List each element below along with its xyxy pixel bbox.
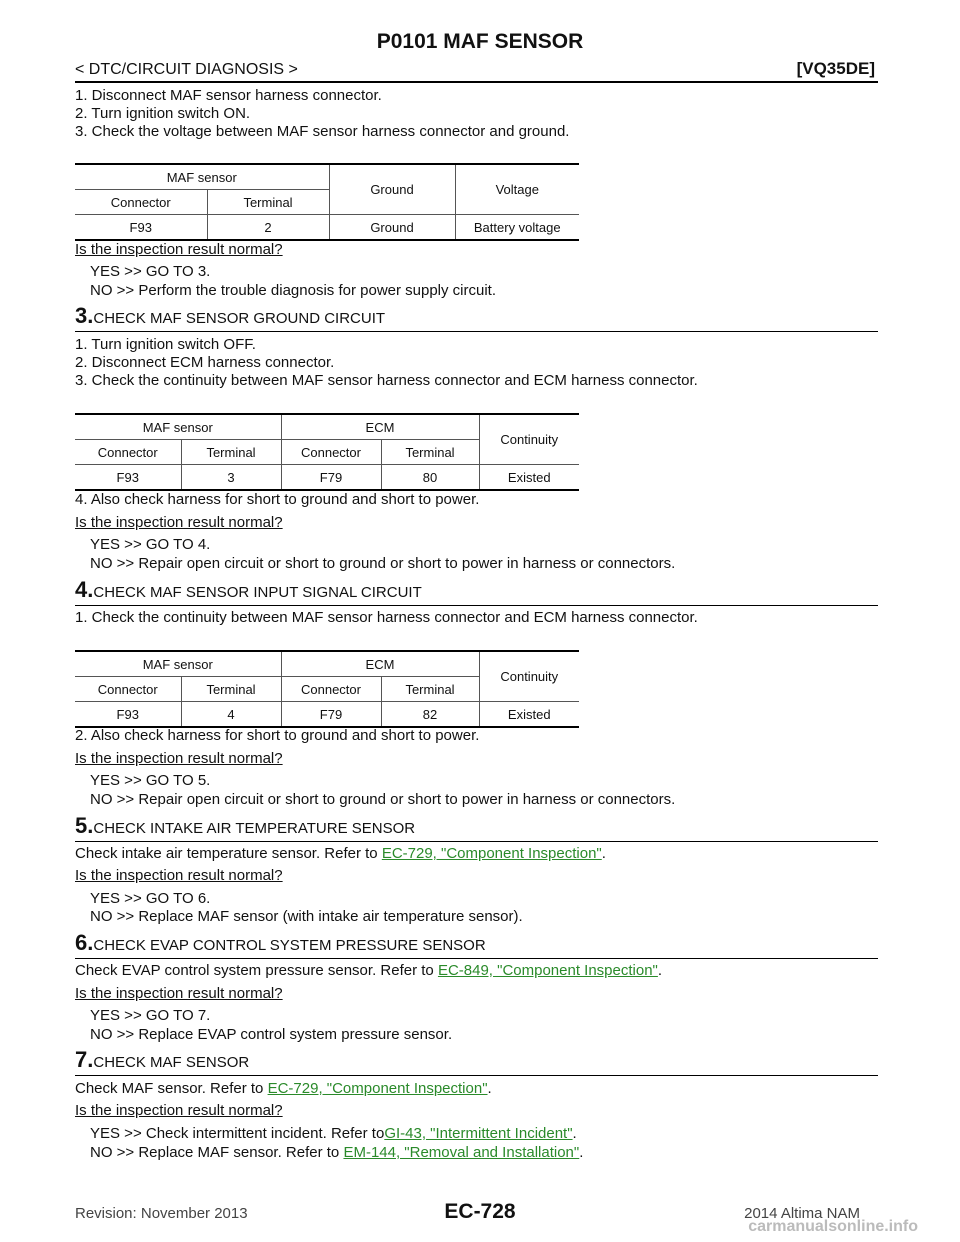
table-header: MAF sensor <box>75 414 281 440</box>
inspection-question: Is the inspection result normal? <box>75 985 283 1002</box>
table-header: Connector <box>75 440 181 465</box>
table-header: MAF sensor <box>75 164 329 190</box>
table-cell: Ground <box>329 215 455 241</box>
model-code: [VQ35DE] <box>796 59 875 78</box>
table-cell: Battery voltage <box>455 215 579 241</box>
step-heading <box>75 1047 878 1076</box>
inspection-question: Is the inspection result normal? <box>75 1102 283 1119</box>
step-text: 4. Also check harness for short to ground and short to power. <box>75 491 480 508</box>
step-title: CHECK INTAKE AIR TEMPERATURE SENSOR <box>93 820 416 837</box>
step-text: 3. Check the continuity between MAF sensor harness connector and ECM harness connector. <box>75 372 698 389</box>
table-header: Terminal <box>181 440 281 465</box>
step-text: 2. Also check harness for short to ground and short to power. <box>75 727 480 744</box>
table-cell: Existed <box>479 465 579 491</box>
table-cell: 3 <box>181 465 281 491</box>
answer-suffix: . <box>572 1125 577 1142</box>
continuity-table <box>75 413 579 491</box>
table-header: Connector <box>75 190 207 215</box>
inspection-question: Is the inspection result normal? <box>75 867 283 884</box>
reference-text <box>75 845 606 862</box>
revision-date: Revision: November 2013 <box>75 1205 248 1222</box>
table-header: Terminal <box>207 190 329 215</box>
step-title: CHECK MAF SENSOR <box>93 1054 250 1071</box>
reference-prefix: Check MAF sensor. Refer to <box>75 1080 268 1097</box>
yes-answer: YES >> GO TO 5. <box>90 772 211 789</box>
reference-link[interactable]: EC-849, "Component Inspection" <box>437 962 658 979</box>
table-header: Connector <box>75 677 181 702</box>
table-header: ECM <box>281 414 479 440</box>
header-divider <box>75 81 878 83</box>
step-text: 1. Disconnect MAF sensor harness connector. <box>75 87 382 104</box>
no-answer: NO >> Perform the trouble diagnosis for power supply circuit. <box>90 282 497 299</box>
table-cell: F93 <box>75 465 181 491</box>
step-title: CHECK MAF SENSOR INPUT SIGNAL CIRCUIT <box>93 584 422 601</box>
step-text: 2. Turn ignition switch ON. <box>75 105 251 122</box>
step-text: 2. Disconnect ECM harness connector. <box>75 354 335 371</box>
yes-answer: YES >> GO TO 3. <box>90 263 211 280</box>
answer-suffix: . <box>579 1144 584 1161</box>
table-header: ECM <box>281 651 479 677</box>
continuity-table <box>75 650 579 728</box>
table-header: Voltage <box>455 164 579 215</box>
yes-answer <box>90 1125 577 1142</box>
reference-link[interactable]: EC-729, "Component Inspection" <box>267 1080 488 1097</box>
table-cell: 80 <box>381 465 479 491</box>
reference-suffix: . <box>487 1080 492 1097</box>
yes-answer: YES >> GO TO 6. <box>90 890 211 907</box>
inspection-question: Is the inspection result normal? <box>75 514 283 531</box>
reference-suffix: . <box>657 962 663 979</box>
step-text: 1. Turn ignition switch OFF. <box>75 336 256 353</box>
page-title: P0101 MAF SENSOR <box>376 30 584 53</box>
table-header: Connector <box>281 440 381 465</box>
yes-answer: YES >> GO TO 4. <box>90 536 211 553</box>
page-number: EC-728 <box>444 1200 516 1223</box>
watermark: carmanualsonline.info <box>748 1218 918 1235</box>
no-answer: NO >> Repair open circuit or short to ground or short to power in harness or connectors. <box>90 791 676 808</box>
table-header: Terminal <box>381 677 479 702</box>
table-cell: 82 <box>381 702 479 728</box>
step-heading <box>75 303 878 332</box>
step-number: 7. <box>75 1047 94 1072</box>
reference-prefix: Check intake air temperature sensor. Refer to <box>75 845 382 862</box>
table-cell: F93 <box>75 215 207 241</box>
answer-text: NO >> Replace MAF sensor. Refer to <box>90 1144 344 1161</box>
step-heading <box>75 577 878 606</box>
table-cell: F79 <box>281 465 381 491</box>
reference-suffix: . <box>601 845 606 862</box>
step-heading <box>75 813 878 842</box>
reference-link[interactable]: EM-144, "Removal and Installation" <box>343 1144 580 1161</box>
answer-text: YES >> Check intermittent incident. Refer to <box>90 1125 385 1142</box>
step-title: CHECK EVAP CONTROL SYSTEM PRESSURE SENSOR <box>93 937 486 954</box>
no-answer <box>90 1144 583 1161</box>
reference-link[interactable]: EC-729, "Component Inspection" <box>381 845 602 862</box>
step-number: 4. <box>75 577 94 602</box>
inspection-question: Is the inspection result normal? <box>75 750 283 767</box>
reference-link[interactable]: GI-43, "Intermittent Incident" <box>384 1125 573 1142</box>
table-cell: F79 <box>281 702 381 728</box>
vehicle-model: 2014 Altima NAM <box>744 1205 860 1222</box>
table-cell: F93 <box>75 702 181 728</box>
table-header: Terminal <box>381 440 479 465</box>
voltage-table <box>75 163 579 241</box>
inspection-question: Is the inspection result normal? <box>75 241 283 258</box>
table-header: Connector <box>281 677 381 702</box>
no-answer: NO >> Replace EVAP control system pressure sensor. <box>90 1026 453 1043</box>
reference-text <box>75 962 662 979</box>
table-header: Ground <box>329 164 455 215</box>
no-answer: NO >> Repair open circuit or short to ground or short to power in harness or connectors. <box>90 555 676 572</box>
table-cell: Existed <box>479 702 579 728</box>
step-number: 3. <box>75 303 94 328</box>
yes-answer: YES >> GO TO 7. <box>90 1007 211 1024</box>
table-cell: 4 <box>181 702 281 728</box>
no-answer: NO >> Replace MAF sensor (with intake air temperature sensor). <box>90 908 523 925</box>
breadcrumb: < DTC/CIRCUIT DIAGNOSIS > <box>75 61 298 78</box>
step-text: 1. Check the continuity between MAF sensor harness connector and ECM harness connector. <box>75 609 698 626</box>
step-number: 6. <box>75 930 94 955</box>
table-header: Continuity <box>479 414 579 465</box>
table-header: Terminal <box>181 677 281 702</box>
table-header: Continuity <box>479 651 579 702</box>
table-cell: 2 <box>207 215 329 241</box>
step-heading <box>75 930 878 959</box>
step-title: CHECK MAF SENSOR GROUND CIRCUIT <box>93 310 386 327</box>
reference-text <box>75 1080 492 1097</box>
step-text: 3. Check the voltage between MAF sensor harness connector and ground. <box>75 123 570 140</box>
reference-prefix: Check EVAP control system pressure sensor. Refer to <box>75 962 438 979</box>
step-number: 5. <box>75 813 94 838</box>
table-header: MAF sensor <box>75 651 281 677</box>
